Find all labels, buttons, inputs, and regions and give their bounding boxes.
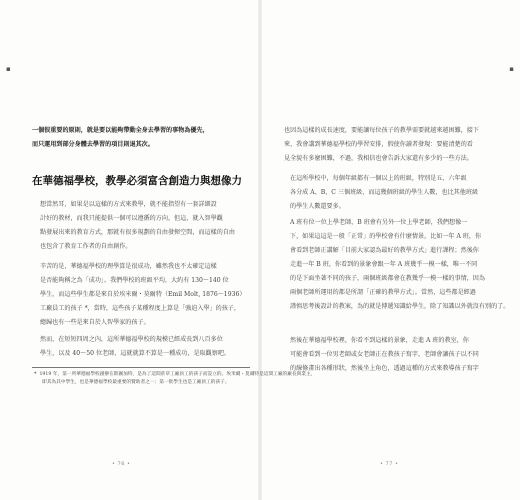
text-line: 走進一年 B 班，你看到的景象會跟一年 A 班幾乎一模一樣，唯一不同: [290, 261, 478, 268]
text-line: 學生，而這些學生都是來自於埃米爾・莫爾特（Emil Molt, 1876～1936）: [40, 291, 246, 298]
text-line: 然後在華德福學校裡，你看不到這樣的景象，走進 A 班的教室，你: [290, 337, 469, 344]
text-line: 總歸也有一些是來自於人智學家的孩子。: [40, 319, 150, 326]
text-line: 謹慎思考後設計的教案，為的就是傳遞知識給學生，除了知識以外就沒有別的了。: [290, 303, 510, 310]
text-line: 想當然耳，如果是以這樣的方式來教學，就不能指望有一套詳細設: [40, 201, 217, 208]
text-line: 一個很重要的原則，就是要以能夠帶動全身去學習的事物為優先，: [32, 127, 209, 134]
text-line: 是否能夠稱之為「成功」。我們學校的班級平均，大約有 130～140 位: [40, 277, 229, 284]
page-edge-mark: ▪: [6, 65, 11, 73]
text-line: 來，我會講到華德福學校的學習安排，假使你讀者發現：要能清楚的看: [284, 141, 473, 148]
footnote-rule: [32, 367, 250, 368]
text-line: 各分成 A、B、C 三個班級，而這幾個班級的學生人數，也比其他班級: [290, 189, 479, 196]
text-line: 在這所學校中，每個年級都有一個以上的班級，特別是五、六年級: [290, 175, 467, 182]
paragraph: [40, 333, 230, 361]
footnote: [34, 371, 316, 387]
paragraph: [40, 260, 245, 330]
page-edge-mark: ▪: [509, 65, 514, 73]
text-line: 下，如果這這是一般「正常」的學校會有什麼情景，比如一年 A 班，你: [290, 233, 482, 240]
intro-paragraph: [32, 124, 209, 152]
page-number: • 77 •: [380, 461, 399, 467]
footnote-line: 即其為其中學生，也是華德福學校最重要的贊助者之一；第一批學生也是工廠員工的孩子。: [42, 380, 230, 385]
paragraph: [290, 172, 478, 214]
text-line: 辛苦的是，華德福學校的理學算是很成功，雖然我也不太確定這樣: [40, 263, 217, 270]
page-number: • 76 •: [112, 461, 131, 467]
text-line: A 班有位一位上學老師，B 班會有另外一位上學老師，我們想像一: [290, 219, 468, 226]
text-line: 的學生人數還要多。: [290, 203, 345, 210]
text-line: 也包含了教育工作者的自由創作。: [40, 243, 132, 250]
text-line: 而只運用到部分身體去學習的項目則退其次。: [32, 141, 154, 148]
text-line: 計好的教材，而我只能提供一個可以遵循的方向，但這，就入智學觀: [40, 215, 223, 222]
footnote-line: 1919 年，第一所華德福學校創辦在斯圖加特，是為了這間菸草工廠員工的孩子而設立的。埃米爾・莫爾特是這間工廠的廠長與業主，: [39, 372, 316, 377]
text-line: 也因為這樣的成長速度，要能讓每位孩子的教學需要就越來越困難，接下: [284, 127, 479, 134]
text-line: 工廠員工的孩子 *，當時，這些孩子某種程度上算是「強迫入學」的孩子，: [40, 305, 240, 312]
text-line: 見全貌有多麼困難，不過，我相信也會告訴大家還有多少的一些方法。: [284, 155, 473, 162]
text-line: 點發展出來的教育方式，那就有很多規劃的自由發揮空間，而這樣的自由: [40, 229, 235, 236]
footnote-marker: *: [34, 372, 37, 377]
paragraph: [284, 124, 479, 166]
text-line: 的是下面坐著不同的孩子，兩個班級都會在教幾乎一模一樣的事情，因為: [290, 275, 485, 282]
text-line: 會看到老師正講解「目前大家認為最好的教學方式」進行課程；然後你: [290, 247, 479, 254]
paragraph: [290, 334, 479, 376]
paragraph: [40, 198, 235, 254]
text-line: 兩個老師所運用的都是所謂「正確的教學方式」。當然，這些都是經過: [290, 289, 476, 296]
text-line: 學生，以及 40～50 位老師，這就就算不算是一種成功，是取觀察吧。: [40, 350, 231, 357]
text-line: 然而，在短短四周之內，這所華德福學校的規模已經成長到八百多位: [40, 336, 223, 343]
paragraph: [290, 216, 509, 314]
section-heading: 在華德福學校，教學必須富含創造力與想像力: [32, 175, 242, 187]
text-line: 可能會看到一位男老師或女老師正在教孩子寫字，老師會讓孩子以不同: [290, 351, 479, 358]
text-line: 的線條畫出各種形狀，然後坐上角色，透過這種的方式來教導孩子寫字: [290, 365, 479, 372]
right-page: [262, 0, 520, 500]
